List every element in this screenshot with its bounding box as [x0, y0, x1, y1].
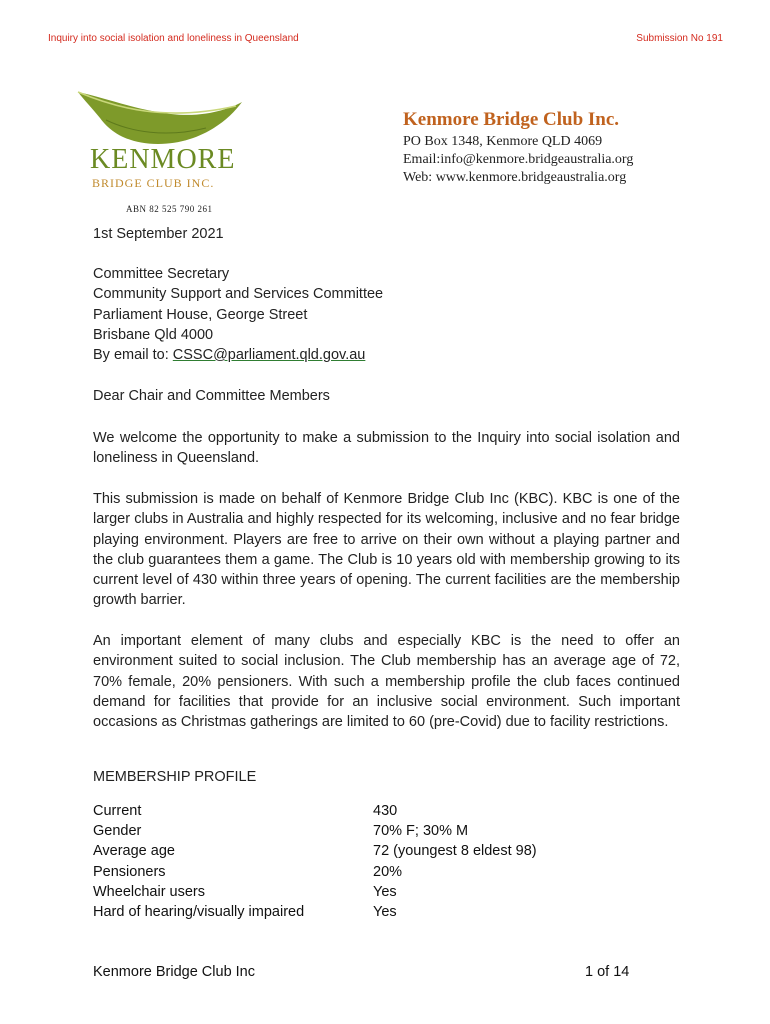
club-logo: [76, 88, 246, 200]
profile-value: 72 (youngest 8 eldest 98): [373, 843, 537, 859]
recipient-line-3: Parliament House, George Street: [93, 307, 308, 323]
membership-profile-heading: MEMBERSHIP PROFILE: [93, 769, 257, 785]
profile-value: Yes: [373, 904, 397, 920]
profile-value: Yes: [373, 884, 397, 900]
recipient-email-prefix: By email to:: [93, 347, 173, 363]
letter-date: 1st September 2021: [93, 226, 224, 242]
logo-bridge-club: BRIDGE CLUB INC.: [92, 176, 215, 190]
page-number: 1 of 14: [585, 964, 630, 980]
profile-row: [93, 864, 693, 884]
paragraph-intro: We welcome the opportunity to make a submission to the Inquiry into social isolation and loneliness in Queensland.: [93, 430, 680, 467]
profile-label: Pensioners: [93, 864, 166, 880]
profile-row: [93, 823, 693, 843]
recipient-email-line: [93, 347, 365, 363]
club-web: Web: www.kenmore.bridgeaustralia.org: [403, 170, 627, 185]
recipient-line-4: Brisbane Qld 4000: [93, 327, 214, 343]
recipient-line-2: Community Support and Services Committee: [93, 286, 384, 302]
paragraph-social-inclusion: An important element of many clubs and especially KBC is the need to offer an environment suited to social inclusion. The Club membership has an average age of 72, 70% female, 20% pensioners. With such a membership profile the club faces continued demand for facilities that provide for an inclusive social environment. Such important occasions as Christmas gatherings are limited to 60 (pre-Covid) due to facility restrictions.: [93, 633, 680, 731]
profile-value: 20%: [373, 864, 403, 880]
paragraph-about-kbc: This submission is made on behalf of Kenmore Bridge Club Inc (KBC). KBC is one of the larger clubs in Australia and highly respected for its welcoming, inclusive and no fear bridge playing environment. Players are free to arrive on their own without a playing partner and the club guarantees them a game. The Club is 10 years old with membership growing to its current level of 430 within three years of opening. The current facilities are the membership growth barrier.: [93, 491, 680, 609]
profile-label: Current: [93, 803, 142, 819]
leaf-icon: [76, 88, 246, 148]
profile-value: 70% F; 30% M: [373, 823, 469, 839]
footer-club-name: Kenmore Bridge Club Inc: [93, 964, 255, 980]
recipient-email-link[interactable]: CSSC@parliament.qld.gov.au: [172, 347, 366, 363]
profile-row: [93, 843, 693, 863]
logo-kenmore: KENMORE: [90, 144, 236, 175]
recipient-line-1: Committee Secretary: [93, 266, 230, 282]
salutation: Dear Chair and Committee Members: [93, 388, 330, 404]
profile-row: [93, 904, 693, 924]
submission-number: Submission No 191: [636, 33, 723, 44]
club-po-box: PO Box 1348, Kenmore QLD 4069: [403, 134, 603, 149]
abn-number: ABN 82 525 790 261: [126, 204, 213, 214]
profile-label: Wheelchair users: [93, 884, 206, 900]
profile-row: [93, 884, 693, 904]
profile-row: [93, 803, 693, 823]
club-name: Kenmore Bridge Club Inc.: [403, 109, 620, 130]
profile-label: Gender: [93, 823, 142, 839]
profile-label: Average age: [93, 843, 175, 859]
profile-value: 430: [373, 803, 398, 819]
inquiry-title: Inquiry into social isolation and loneliness in Queensland: [48, 33, 299, 44]
club-email: Email:info@kenmore.bridgeaustralia.org: [403, 152, 634, 167]
profile-label: Hard of hearing/visually impaired: [93, 904, 305, 920]
